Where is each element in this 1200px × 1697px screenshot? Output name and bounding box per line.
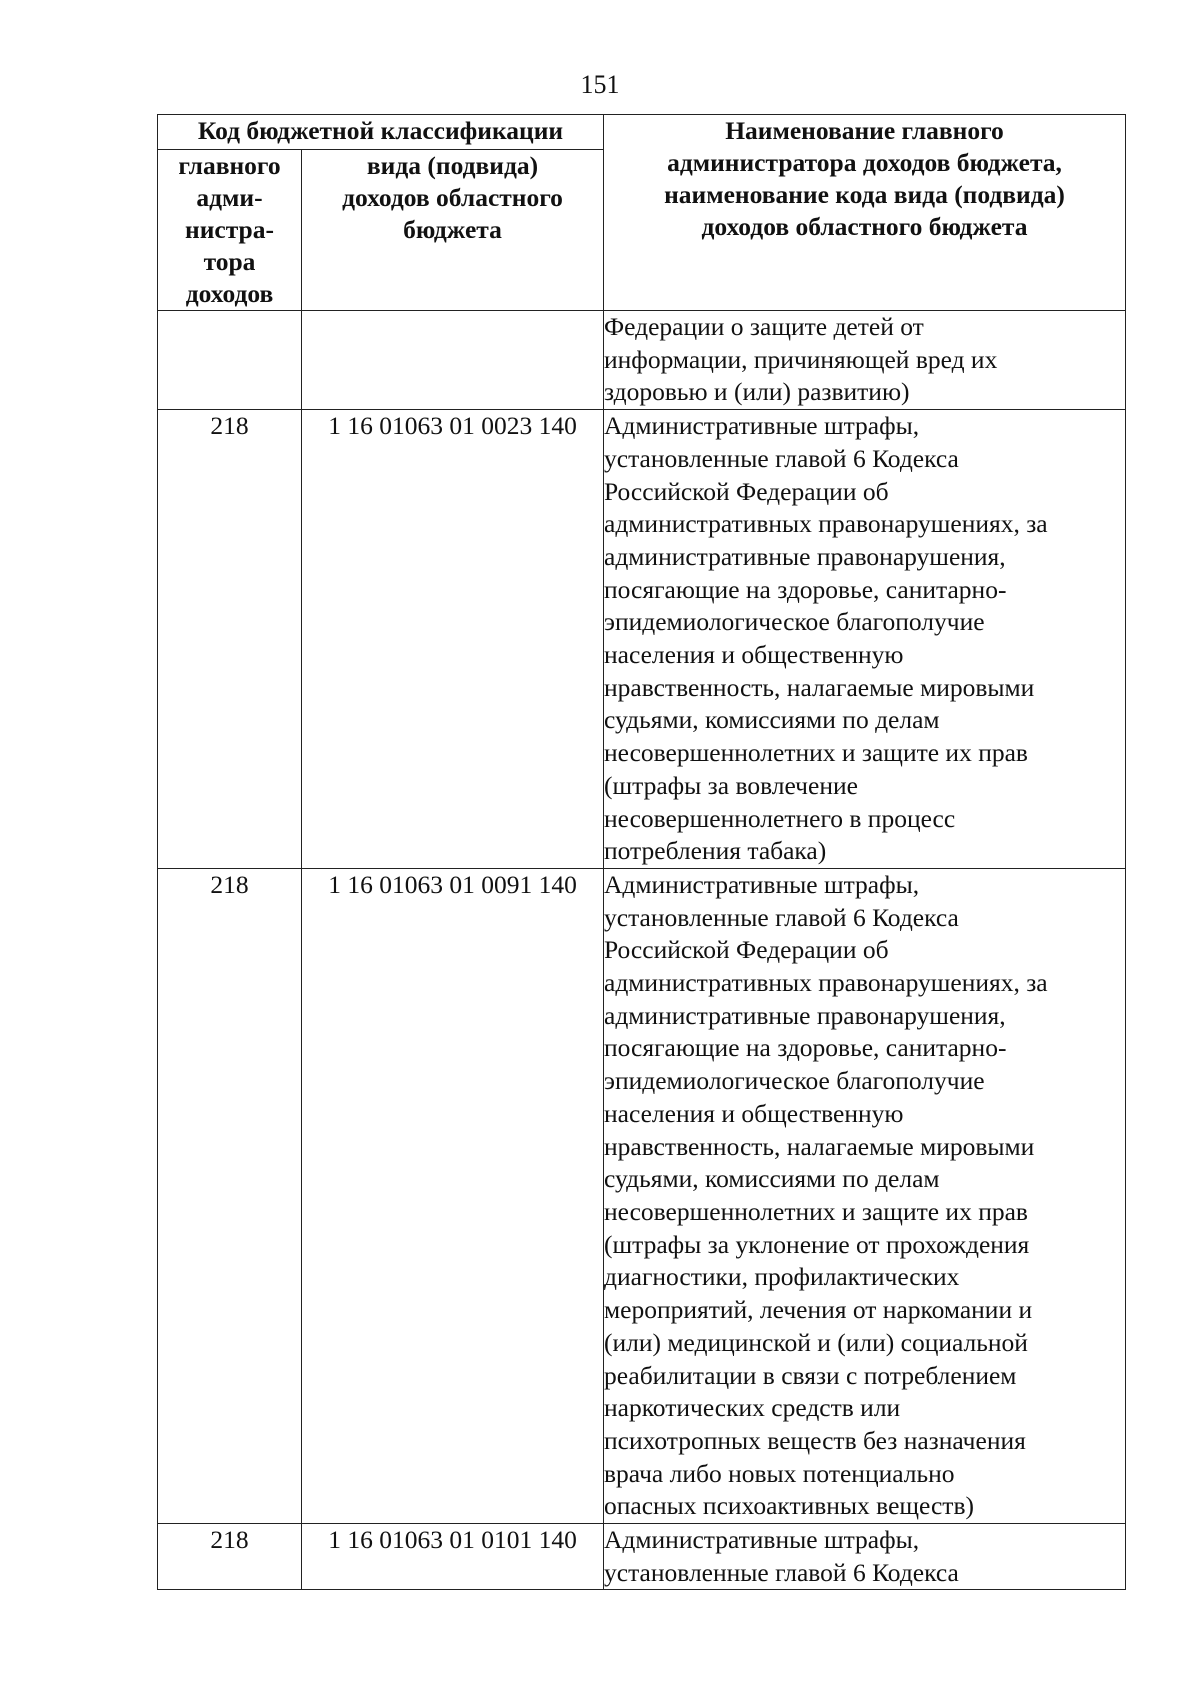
header-kind-line: вида (подвида) — [366, 151, 539, 180]
description-line: (штрафы за уклонение от прохождения — [604, 1229, 1030, 1259]
revenue-code-cell: 1 16 01063 01 0023 140 — [302, 410, 604, 869]
table-row — [158, 868, 1126, 1523]
description-line: врача либо новых потенциально — [604, 1458, 955, 1488]
description-line: (или) медицинской и (или) социальной — [604, 1327, 1028, 1357]
description-line: (штрафы за вовлечение — [604, 770, 858, 800]
header-kind-line: бюджета — [403, 215, 502, 244]
description-line: Административные штрафы, — [604, 1525, 920, 1555]
header-name-line: доходов областного бюджета — [701, 212, 1028, 241]
admin-code-cell: 218 — [158, 410, 302, 869]
table-row — [158, 410, 1126, 869]
header-admin-column — [158, 150, 302, 311]
description-line: эпидемиологическое благополучие — [604, 607, 985, 637]
header-admin-line: нистра- — [185, 215, 274, 244]
description-line: информации, причиняющей вред их — [604, 344, 998, 374]
description-line: Российской Федерации об — [604, 935, 889, 965]
description-cell — [604, 868, 1126, 1523]
description-line: мероприятий, лечения от наркомании и — [604, 1295, 1033, 1325]
header-admin-line: доходов — [185, 279, 274, 308]
description-line: реабилитации в связи с потреблением — [604, 1360, 1017, 1390]
header-name-line: наименование кода вида (подвида) — [664, 180, 1065, 209]
description-line: Федерации о защите детей от — [604, 312, 924, 341]
description-line: несовершеннолетнего в процесс — [604, 803, 956, 833]
header-kind-line: доходов областного — [342, 183, 563, 212]
revenue-code-cell: 1 16 01063 01 0091 140 — [302, 868, 604, 1523]
description-line: опасных психоактивных веществ) — [604, 1491, 974, 1521]
description-line: установленные главой 6 Кодекса — [604, 1557, 959, 1587]
description-line: установленные главой 6 Кодекса — [604, 443, 959, 473]
revenue-code-cell: 1 16 01063 01 0101 140 — [302, 1524, 604, 1590]
description-cell — [604, 1524, 1126, 1590]
header-budget-code-group: Код бюджетной классификации — [158, 115, 604, 150]
header-admin-line: адми- — [196, 183, 263, 212]
header-name-line: Наименование главного — [725, 116, 1004, 145]
description-line: административные правонарушения, — [604, 1000, 1006, 1030]
description-line: нравственность, налагаемые мировыми — [604, 1131, 1035, 1161]
description-line: судьями, комиссиями по делам — [604, 1164, 940, 1194]
description-line: административных правонарушениях, за — [604, 509, 1048, 539]
admin-code-cell: 218 — [158, 1524, 302, 1590]
page-number: 151 — [580, 70, 620, 99]
header-admin-line: тора — [203, 247, 256, 276]
table-header — [158, 115, 1126, 311]
admin-code-cell: 218 — [158, 868, 302, 1523]
description-line: несовершеннолетних и защите их прав — [604, 1196, 1028, 1226]
description-line: посягающие на здоровье, санитарно- — [604, 574, 1007, 604]
description-line: несовершеннолетних и защите их прав — [604, 738, 1028, 768]
table-row — [158, 1524, 1126, 1590]
description-line: здоровью и (или) развитию) — [604, 377, 910, 407]
description-line: нравственность, налагаемые мировыми — [604, 672, 1035, 702]
description-line: посягающие на здоровье, санитарно- — [604, 1033, 1007, 1063]
header-admin-line: главного — [178, 151, 281, 180]
description-line: Административные штрафы, — [604, 411, 920, 441]
revenue-code-cell — [302, 311, 604, 410]
header-kind-column — [302, 150, 604, 311]
header-name-column — [604, 115, 1126, 311]
description-line: Российской Федерации об — [604, 476, 889, 506]
description-line: судьями, комиссиями по делам — [604, 705, 940, 735]
description-line: населения и общественную — [604, 640, 904, 670]
table-body — [158, 311, 1126, 1590]
description-line: административные правонарушения, — [604, 541, 1006, 571]
budget-classification-table — [157, 114, 1126, 1590]
admin-code-cell — [158, 311, 302, 410]
description-line: установленные главой 6 Кодекса — [604, 902, 959, 932]
description-line: потребления табака) — [604, 836, 827, 866]
description-line: населения и общественную — [604, 1098, 904, 1128]
description-cell — [604, 311, 1126, 410]
description-line: психотропных веществ без назначения — [604, 1425, 1026, 1455]
description-line: административных правонарушениях, за — [604, 968, 1048, 998]
description-line: эпидемиологическое благополучие — [604, 1066, 985, 1096]
description-line: Административные штрафы, — [604, 869, 920, 899]
table-row — [158, 311, 1126, 410]
description-line: диагностики, профилактических — [604, 1262, 960, 1292]
description-line: наркотических средств или — [604, 1393, 901, 1423]
header-name-line: администратора доходов бюджета, — [667, 148, 1062, 177]
description-cell — [604, 410, 1126, 869]
